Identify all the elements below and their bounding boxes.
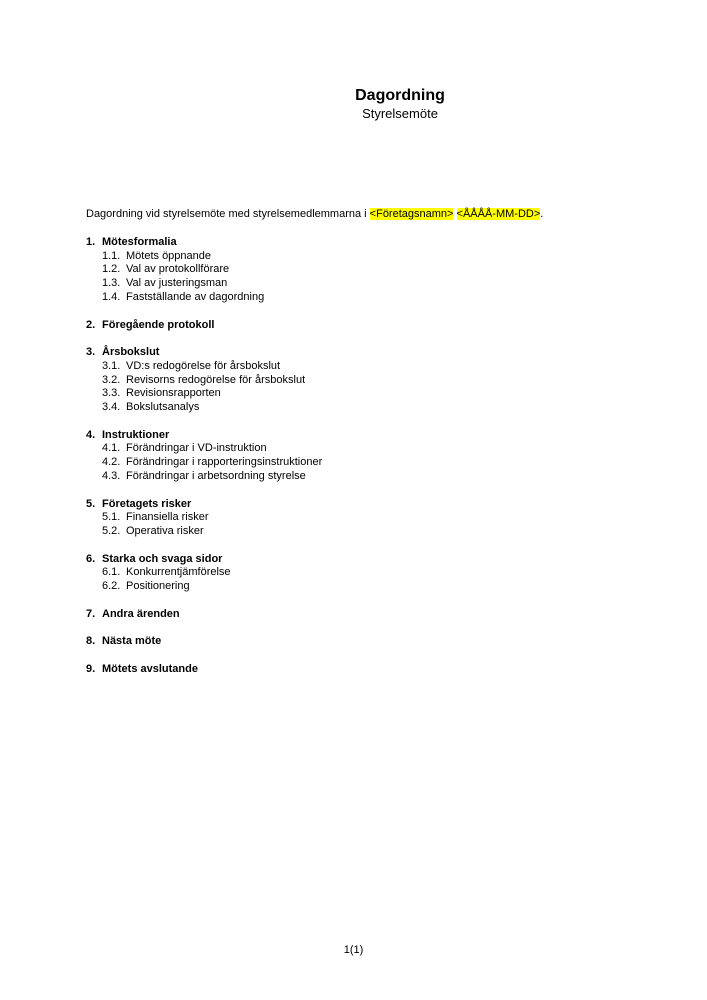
subitem-text: Revisorns redogörelse för årsbokslut <box>126 373 306 386</box>
section-number: 7. <box>86 607 96 620</box>
agenda-section <box>86 236 322 305</box>
subitem-number: 4.1. <box>102 442 121 455</box>
subitem-number: 6.2. <box>102 580 121 593</box>
section-number: 1. <box>86 236 96 248</box>
subitem-list <box>102 360 322 415</box>
agenda-subitem <box>102 456 322 470</box>
section-title: Företagets risker <box>102 497 192 510</box>
subitem-text: Mötets öppnande <box>126 249 212 262</box>
section-title: Andra ärenden <box>102 607 180 620</box>
agenda-subitem <box>102 470 322 484</box>
subitem-list <box>102 250 322 305</box>
section-heading <box>86 553 322 567</box>
section-number: 2. <box>86 318 96 331</box>
section-number: 5. <box>86 497 96 510</box>
page-number: 1(1) <box>343 944 364 956</box>
agenda-subitem <box>102 291 322 305</box>
subitem-text: Operativa risker <box>126 524 204 537</box>
subitem-number: 6.1. <box>102 566 121 579</box>
subitem-number: 1.3. <box>102 277 121 290</box>
subitem-number: 5.2. <box>102 524 121 537</box>
intro-paragraph <box>86 207 543 221</box>
agenda-subitem <box>102 401 322 415</box>
section-heading <box>86 498 322 512</box>
subitem-number: 4.3. <box>102 469 121 482</box>
section-heading <box>86 319 322 333</box>
subitem-text: Fastställande av dagordning <box>126 290 265 303</box>
subitem-list <box>102 566 322 593</box>
agenda-subitem <box>102 566 322 580</box>
subitem-text: Konkurrentjämförelse <box>126 566 231 579</box>
section-title: Årsbokslut <box>102 346 160 359</box>
section-heading <box>86 236 322 250</box>
section-title: Mötesformalia <box>102 236 177 248</box>
document-title: Dagordning <box>355 87 445 104</box>
section-number: 8. <box>86 635 96 648</box>
subitem-text: Val av justeringsman <box>126 277 228 290</box>
section-heading <box>86 429 322 443</box>
agenda-subitem <box>102 511 322 525</box>
agenda-list <box>86 236 322 691</box>
subitem-text: Positionering <box>126 580 190 593</box>
agenda-subitem <box>102 360 322 374</box>
subitem-text: Val av protokollförare <box>126 263 230 276</box>
agenda-section <box>86 635 322 649</box>
section-heading <box>86 635 322 649</box>
subitem-number: 4.2. <box>102 456 121 469</box>
section-heading <box>86 346 322 360</box>
subitem-text: VD:s redogörelse för årsbokslut <box>126 359 281 372</box>
agenda-subitem <box>102 387 322 401</box>
agenda-subitem <box>102 250 322 264</box>
agenda-section <box>86 553 322 594</box>
section-number: 6. <box>86 552 96 565</box>
subitem-number: 1.4. <box>102 290 121 303</box>
section-heading <box>86 608 322 622</box>
subitem-number: 1.1. <box>102 249 121 262</box>
agenda-section <box>86 319 322 333</box>
subitem-list <box>102 511 322 538</box>
intro-end: . <box>540 208 544 220</box>
subitem-text: Förändringar i arbetsordning styrelse <box>126 469 306 482</box>
date-placeholder: <ÅÅÅÅ-MM-DD> <box>456 208 541 220</box>
subitem-number: 1.2. <box>102 263 121 276</box>
agenda-subitem <box>102 277 322 291</box>
company-placeholder: <Företagsnamn> <box>369 208 454 220</box>
section-title: Föregående protokoll <box>102 318 215 331</box>
document-subtitle: Styrelsemöte <box>362 106 438 121</box>
subitem-number: 3.3. <box>102 387 121 400</box>
subitem-text: Bokslutsanalys <box>126 401 200 414</box>
subitem-text: Finansiella risker <box>126 511 209 524</box>
section-heading <box>86 663 322 677</box>
subitem-number: 3.4. <box>102 401 121 414</box>
section-title: Nästa möte <box>102 635 162 648</box>
section-number: 9. <box>86 663 96 676</box>
agenda-section <box>86 346 322 415</box>
subitem-number: 3.2. <box>102 373 121 386</box>
agenda-subitem <box>102 580 322 594</box>
agenda-subitem <box>102 525 322 539</box>
subitem-number: 5.1. <box>102 511 121 524</box>
agenda-section <box>86 429 322 484</box>
agenda-subitem <box>102 263 322 277</box>
section-title: Mötets avslutande <box>102 663 198 676</box>
subitem-text: Revisionsrapporten <box>126 387 221 400</box>
agenda-subitem <box>102 442 322 456</box>
section-number: 3. <box>86 346 96 359</box>
section-title: Instruktioner <box>102 428 170 441</box>
agenda-subitem <box>102 374 322 388</box>
subitem-list <box>102 442 322 483</box>
subitem-text: Förändringar i rapporteringsinstruktioner <box>126 456 323 469</box>
subitem-number: 3.1. <box>102 359 121 372</box>
intro-text: Dagordning vid styrelsemöte med styrelsemedlemmarna i <box>86 208 370 220</box>
agenda-section <box>86 498 322 539</box>
agenda-section <box>86 663 322 677</box>
agenda-section <box>86 608 322 622</box>
subitem-text: Förändringar i VD-instruktion <box>126 442 267 455</box>
section-number: 4. <box>86 428 96 441</box>
section-title: Starka och svaga sidor <box>102 552 223 565</box>
title-block <box>0 86 707 122</box>
